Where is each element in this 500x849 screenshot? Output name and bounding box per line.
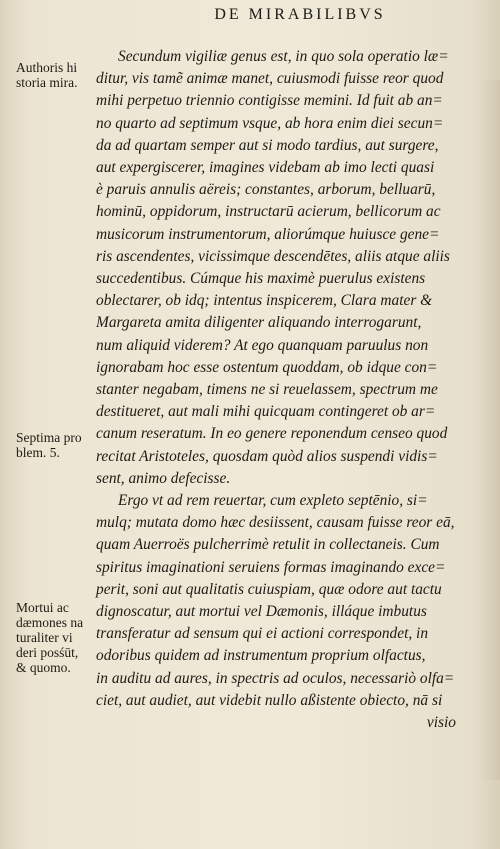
text-line: ciet, aut audiet, aut videbit nullo aßistente obiecto, nā si xyxy=(96,691,443,709)
text-line: aut expergiscerer, imagines videbam ab imo lecti quasi xyxy=(96,159,435,177)
text-line: spiritus imaginationi seruiens formas imaginando exce= xyxy=(96,558,446,576)
text-line: Ergo vt ad rem reuertar, cum expleto septēnio, si= xyxy=(118,492,428,510)
text-line: ignorabam hoc esse ostentum quoddam, ob idque con= xyxy=(96,358,438,376)
text-line: odoribus quidem ad instrumentum proprium olfactus, xyxy=(96,647,426,665)
text-line: transferatur ad sensum qui ei actioni correspondet, in xyxy=(96,625,429,643)
text-line: in auditu ad aures, in spectris ad oculos, necessariò olfa= xyxy=(96,669,455,687)
margin-note-mortui xyxy=(16,600,96,675)
text-line: musicorum instrumentorum, aliorúmque huiusce gene= xyxy=(96,225,440,243)
text-line: no quarto ad septimum vsque, ab hora enim diei secun= xyxy=(96,114,444,132)
text-line: num aliquid viderem? At ego quanquam paruulus non xyxy=(96,336,429,354)
text-line: Margareta amita diligenter aliquando interrogarunt, xyxy=(96,314,422,332)
text-line: hominū, oppidorum, instructarū acierum, bellicorum ac xyxy=(96,203,441,221)
text-line: Secundum vigiliæ genus est, in quo sola operatio læ= xyxy=(118,48,449,65)
text-line: stanter negabam, timens ne si reuelassem, spectrum me xyxy=(96,381,438,399)
text-line: è paruis annulis aëreis; constantes, arborum, belluarū, xyxy=(96,181,436,199)
text-line: mulq; mutata domo hæc desiissent, causam fuisse reor eā, xyxy=(96,514,455,532)
margin-note-line: Mortui ac xyxy=(16,600,69,615)
text-line: ris ascendentes, vicissimque descendētes, aliis atque aliis xyxy=(96,247,450,265)
text-line: oblectarer, ob idq; intentus inspicerem, Clara mater & xyxy=(96,292,433,310)
margin-note-line: storia mira. xyxy=(16,75,78,90)
text-line: canum reseratum. In eo genere reponendum censeo quod xyxy=(96,425,448,443)
margin-note-line: Septima pro xyxy=(16,430,82,445)
text-line: perit, soni aut qualitatis cuiuspiam, quæ odore aut tactu xyxy=(96,580,442,598)
margin-note-septima xyxy=(16,430,96,460)
margin-note-line: Authoris hi xyxy=(16,60,78,75)
text-line: destitueret, aut mali mihi quicquam contingeret ob ar= xyxy=(96,403,436,421)
text-line: mihi perpetuo triennio contigisse memini. Id fuit ab an= xyxy=(96,92,443,110)
running-head: DE MIRABILIBVS xyxy=(214,6,386,23)
text-line: da ad quartam semper aut si modo tardius, aut surgere, xyxy=(96,136,439,154)
text-line: dignoscatur, aut mortui vel Dæmonis, illáque imbutus xyxy=(96,603,427,621)
margin-note-line: deri posśūt, xyxy=(16,645,79,660)
margin-note-authoris xyxy=(16,60,96,90)
margin-note-line: turaliter vi xyxy=(16,630,73,645)
catchword: visio xyxy=(426,714,456,732)
margin-note-line: dæmones na xyxy=(16,615,84,630)
text-line: recitat Aristoteles, quosdam quòd alios suspendi vidis= xyxy=(96,447,438,465)
margin-note-line: blem. 5. xyxy=(16,445,60,460)
text-line: ditur, vis tamẽ animæ manet, cuiusmodi fuisse reor quod xyxy=(96,70,444,88)
text-line: sent, animo defecisse. xyxy=(96,469,231,487)
text-line: quam Auerroës pulcherrimè retulit in collectaneis. Cum xyxy=(96,536,440,554)
margin-note-line: & quomo. xyxy=(16,660,71,675)
page-edge-shadow xyxy=(478,80,500,780)
text-line: succedentibus. Cúmque his maximè puerulus existens xyxy=(96,270,426,288)
main-text-block xyxy=(96,46,464,734)
